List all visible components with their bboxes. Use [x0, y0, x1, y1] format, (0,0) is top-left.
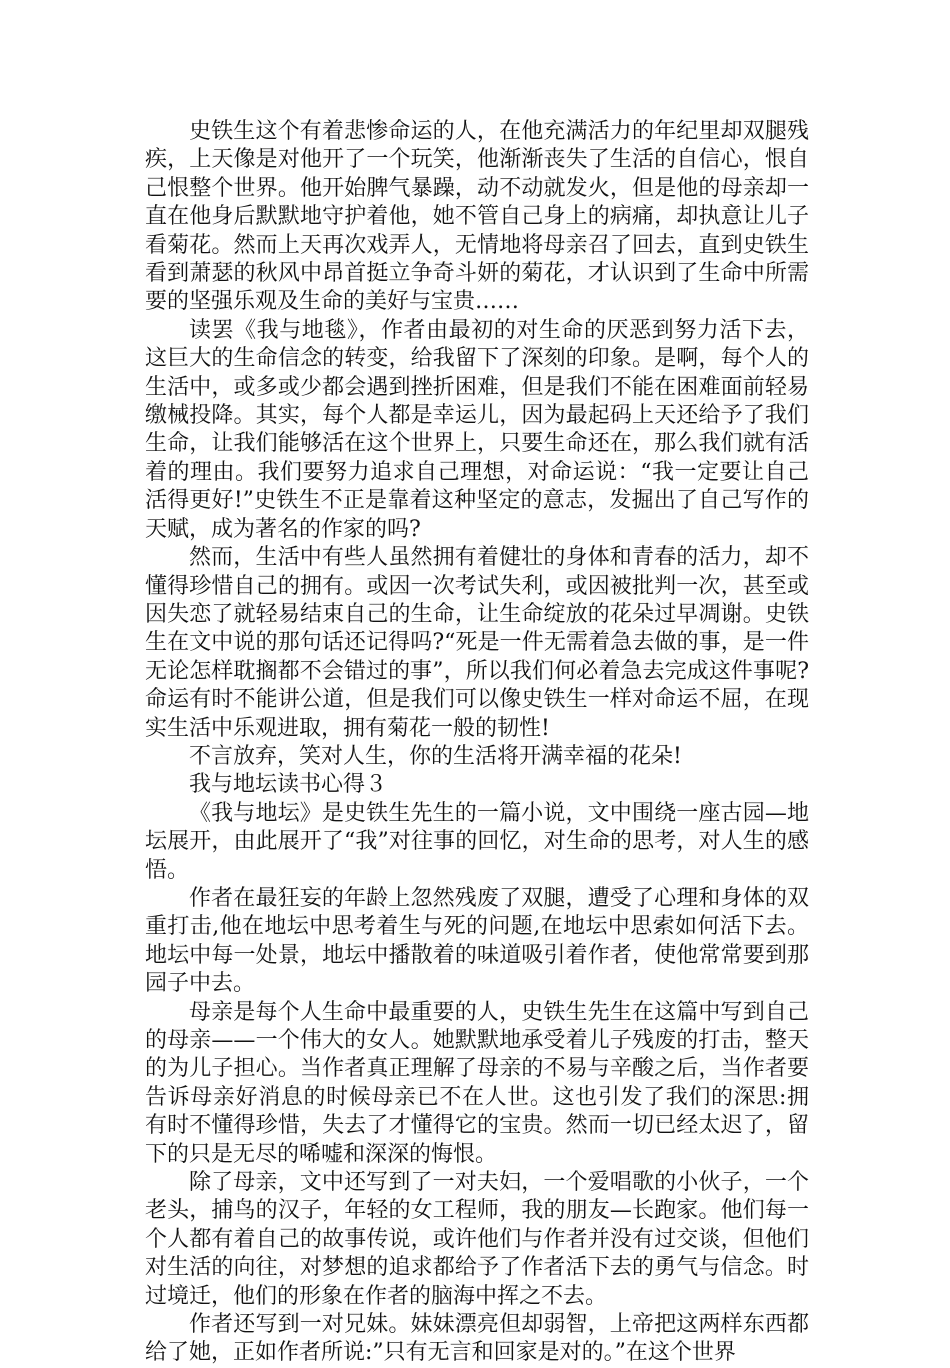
paragraph-2: 读罢《我与地毯》，作者由最初的对生命的厌恶到努力活下去，这巨大的生命信念的转变，给我留下了深刻的印象。是啊，每个人的生活中，或多或少都会遇到挫折困难，但是我们不能在困难面前轻易缴械投降。其实，每个人都是幸运儿，因为最起码上天还给予了我们生命，让我们能够活在这个世界上，只要生命还在，那么我们就有活着的理由。我们要努力追求自己理想，对命运说：“我一定要让自己活得更好!”史铁生不正是靠着这种坚定的意志，发掘出了自己写作的天赋，成为著名的作家的吗? — [145, 317, 809, 542]
paragraph-3: 然而，生活中有些人虽然拥有着健壮的身体和青春的活力，却不懂得珍惜自己的拥有。或因一次考试失利，或因被批判一次，甚至或因失恋了就轻易结束自己的生命，让生命绽放的花朵过早凋谢。史铁生在文中说的那句话还记得吗?“死是一件无需着急去做的事，是一件无论怎样耽搁都不会错过的事”，所以我们何必着急去完成这件事呢?命运有时不能讲公道，但是我们可以像史铁生一样对命运不屈，在现实生活中乐观进取，拥有菊花一般的韧性! — [145, 545, 809, 741]
section-title: 我与地坛读书心得３ — [189, 772, 388, 798]
document-page — [145, 118, 809, 1368]
section-paragraph-5: 作者还写到一对兄妹。妹妹漂亮但却弱智，上帝把这两样东西都给了她，正如作者所说:”只有无言和回家是对的。”在这个世界 — [145, 1312, 809, 1366]
section-paragraph-3: 母亲是每个人生命中最重要的人，史铁生先生在这篇中写到自己的母亲——一个伟大的女人。她默默地承受着儿子残废的打击，整天的为儿子担心。当作者真正理解了母亲的不易与辛酸之后，当作者要告诉母亲好消息的时候母亲已不在人世。这也引发了我们的深思:拥有时不懂得珍惜，失去了才懂得它的宝贵。然而一切已经太迟了，留下的只是无尽的唏嘘和深深的悔恨。 — [145, 999, 809, 1167]
paragraph-1: 史铁生这个有着悲惨命运的人，在他充满活力的年纪里却双腿残疾，上天像是对他开了一个玩笑，他渐渐丧失了生活的自信心，恨自己恨整个世界。他开始脾气暴躁，动不动就发火，但是他的母亲却一直在他身后默默地守护着他，她不管自己身上的病痛，却执意让儿子看菊花。然而上天再次戏弄人，无情地将母亲召了回去，直到史铁生看到萧瑟的秋风中昂首挺立争奇斗妍的菊花，才认识到了生命中所需要的坚强乐观及生命的美好与宝贵…… — [145, 119, 809, 315]
section-paragraph-2: 作者在最狂妄的年龄上忽然残废了双腿，遭受了心理和身体的双重打击,他在地坛中思考着生与死的问题,在地坛中思索如何活下去。地坛中每一处景，地坛中播散着的味道吸引着作者，使他常常要到那园子中去。 — [145, 885, 809, 997]
paragraph-4: 不言放弃，笑对人生，你的生活将开满幸福的花朵! — [189, 743, 682, 769]
section-paragraph-4: 除了母亲，文中还写到了一对夫妇，一个爱唱歌的小伙子，一个老头，捕鸟的汉子，年轻的女工程师，我的朋友—长跑家。他们每一个人都有着自己的故事传说，或许他们与作者并没有过交谈，但他们对生活的向往，对梦想的追求都给予了作者活下去的勇气与信念。时过境迁，他们的形象在作者的脑海中挥之不去。 — [145, 1170, 809, 1309]
section-paragraph-1: 《我与地坛》是史铁生先生的一篇小说，文中围绕一座古园—地坛展开，由此展开了“我”对往事的回忆，对生命的思考，对人生的感悟。 — [145, 800, 809, 883]
